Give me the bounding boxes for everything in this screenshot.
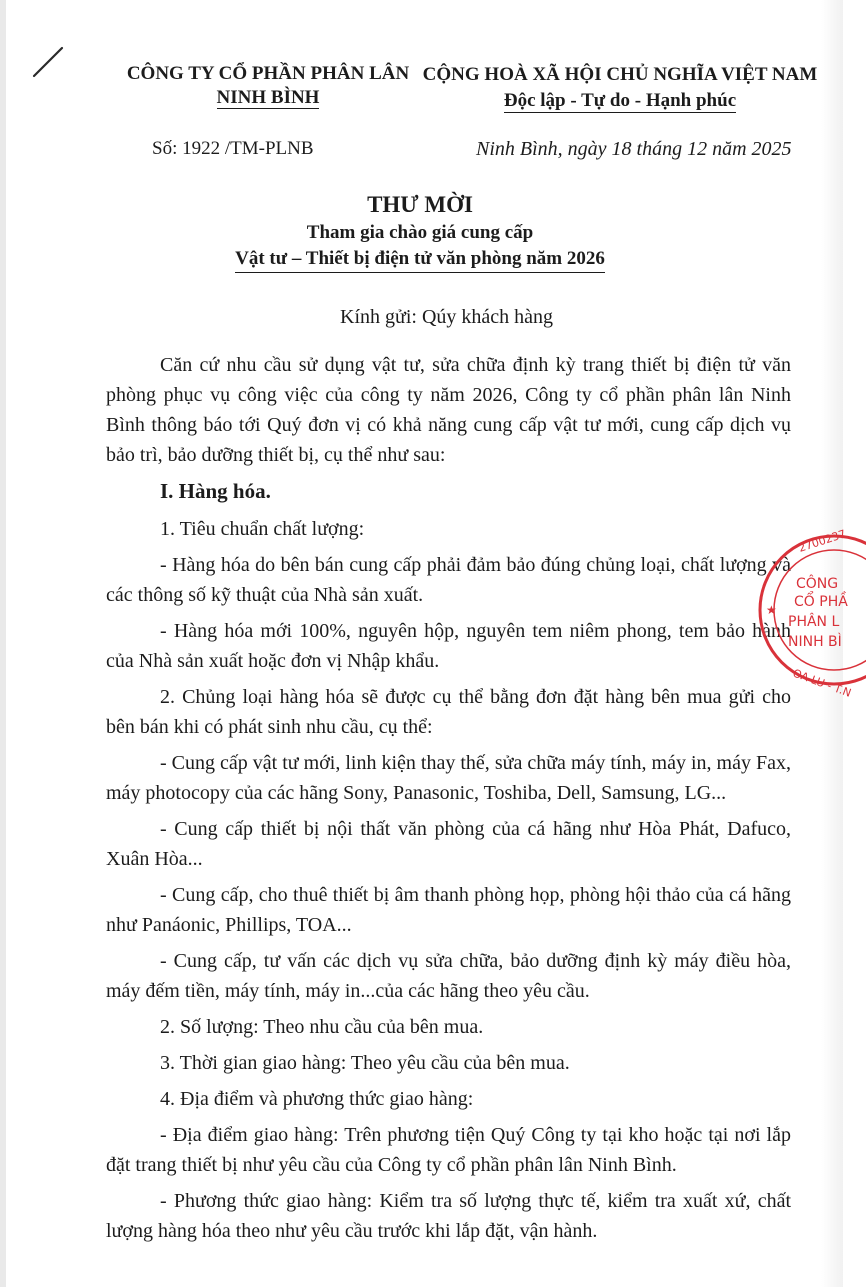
company-seal-stamp — [748, 527, 866, 700]
paragraph: - Phương thức giao hàng: Kiểm tra số lượng thực tế, kiểm tra xuất xứ, chất lượng hàng hóa theo như yêu cầu trước khi lắp đặt, vận hành. — [106, 1190, 791, 1242]
paragraph: 1. Tiêu chuẩn chất lượng: — [160, 518, 365, 540]
company-name-line2: NINH BÌNH — [216, 87, 320, 108]
doc-subtitle-2: Vật tư – Thiết bị điện tử văn phòng năm 2026 — [235, 246, 605, 273]
doc-subtitle: Tham gia chào giá cung cấp — [306, 222, 534, 243]
doc-title: THƯ MỜI — [367, 192, 473, 217]
svg-text:NINH BÌ: NINH BÌ — [788, 634, 842, 650]
intro-paragraph: Căn cứ nhu cầu sử dụng vật tư, sửa chữa định kỳ trang thiết bị điện tử văn phòng phục vụ công việc của công ty năm 2026, Công ty cổ phần phân lân Ninh Bình thông báo tới Quý đơn vị có khả năng cung cấp vật tư mới, cung cấp dịch vụ bảo trì, bảo dưỡng thiết bị, cụ thể như sau: — [106, 354, 791, 466]
svg-text:OA LU - T.N: OA LU - T.N — [790, 666, 853, 700]
title-block — [180, 190, 660, 273]
paragraph: 4. Địa điểm và phương thức giao hàng: — [160, 1088, 474, 1110]
national-motto: Độc lập - Tự do - Hạnh phúc — [503, 90, 737, 111]
paragraph: - Hàng hóa do bên bán cung cấp phải đảm bảo đúng chủng loại, chất lượng và các thông số kỹ thuật của Nhà sản xuất. — [106, 554, 791, 606]
document-date: Ninh Bình, ngày 18 tháng 12 năm 2025 — [476, 138, 792, 160]
paragraph: 2. Số lượng: Theo nhu cầu của bên mua. — [160, 1016, 484, 1038]
scan-edge-left — [0, 0, 6, 1287]
svg-text:PHÂN L: PHÂN L — [788, 614, 840, 630]
svg-text:CÔNG: CÔNG — [796, 576, 839, 592]
paragraph: - Cung cấp, cho thuê thiết bị âm thanh phòng họp, phòng hội thảo của cá hãng như Panáonic, Phillips, TOA... — [106, 884, 791, 936]
pen-slash-mark — [30, 44, 66, 80]
body-text — [106, 350, 791, 1252]
svg-text:2700237: 2700237 — [796, 527, 848, 555]
paragraph: - Cung cấp vật tư mới, linh kiện thay thế, sửa chữa máy tính, máy in, máy Fax, máy photocopy của các hãng Sony, Panasonic, Toshiba, Dell, Samsung, LG... — [106, 752, 791, 804]
paragraph: - Hàng hóa mới 100%, nguyên hộp, nguyên tem niêm phong, tem bảo hành của Nhà sản xuất hoặc đơn vị Nhập khẩu. — [106, 620, 791, 672]
svg-text:CỔ PHẦ: CỔ PHẦ — [794, 594, 848, 610]
paragraph: - Địa điểm giao hàng: Trên phương tiện Quý Công ty tại kho hoặc tại nơi lắp đặt trang thiết bị như yêu cầu của Công ty cổ phần phân lân Ninh Bình. — [106, 1124, 791, 1176]
company-name-line1: CÔNG TY CỔ PHẦN PHÂN LÂN — [126, 63, 410, 84]
paragraph: - Cung cấp, tư vấn các dịch vụ sửa chữa, bảo dưỡng định kỳ máy điều hòa, máy đếm tiền, máy tính, máy in...của các hãng theo yêu cầu. — [106, 950, 791, 1002]
section-heading: I. Hàng hóa. — [160, 479, 271, 503]
paragraph: - Cung cấp thiết bị nội thất văn phòng của cá hãng như Hòa Phát, Dafuco, Xuân Hòa... — [106, 818, 791, 870]
national-title: CỘNG HOÀ XÃ HỘI CHỦ NGHĨA VIỆT NAM — [422, 64, 818, 85]
svg-text:★: ★ — [766, 603, 777, 617]
paragraph: 3. Thời gian giao hàng: Theo yêu cầu của bên mua. — [160, 1052, 570, 1074]
company-header — [118, 62, 418, 110]
paragraph: 2. Chủng loại hàng hóa sẽ được cụ thể bằng đơn đặt hàng bên mua gửi cho bên bán khi có phát sinh nhu cầu, cụ thể: — [106, 686, 791, 738]
greeting: Kính gửi: Qúy khách hàng — [340, 306, 554, 328]
document-number: Số: 1922 /TM-PLNB — [152, 138, 314, 159]
national-header — [420, 62, 820, 114]
